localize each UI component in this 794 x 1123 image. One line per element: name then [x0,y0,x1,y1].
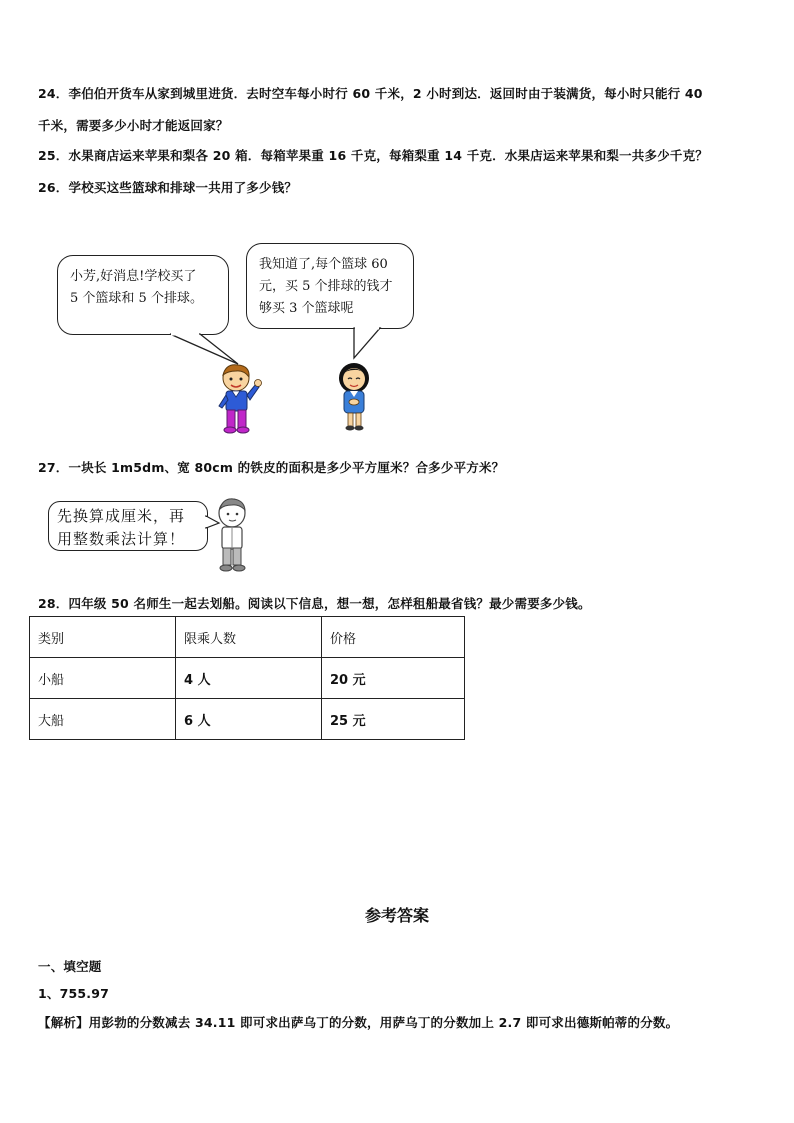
answers-title: 参考答案 [364,906,429,925]
girl-bubble-tail [340,318,390,363]
question-24-line2: 千米，需要多少小时才能返回家？ [38,118,229,133]
table-cell: 4 人 [176,658,322,699]
girl-bubble-line1: 我知道了,每个篮球 60 [259,257,388,272]
table-header-cell: 价格 [322,617,465,658]
hint-line1: 先换算成厘米，再 [57,507,186,525]
table-row [30,699,465,740]
boy-bubble-line1: 小芳,好消息!学校买了 [70,269,197,284]
girl-bubble-line2: 元，买 5 个排球的钱才 [259,279,393,294]
table-cell: 20 元 [322,658,465,699]
boy-bubble-line2: 5 个篮球和 5 个排球。 [70,291,203,306]
table-cell: 小船 [30,658,176,699]
boat-rental-table [29,616,465,740]
girl-bubble-line3: 够买 3 个篮球呢 [259,301,354,316]
table-row [30,658,465,699]
table-header-row [30,617,465,658]
table-cell: 25 元 [322,699,465,740]
table-header-cell: 限乘人数 [176,617,322,658]
girl-illustration [332,360,377,432]
answer-analysis: 【解析】用彭勃的分数减去 34.11 即可求出萨乌丁的分数，用萨乌丁的分数加上 2.7 即可求出德斯帕蒂的分数。 [38,1015,679,1030]
question-25: 25．水果商店运来苹果和梨各 20 箱．每箱苹果重 16 千克，每箱梨重 14 千克．水果店运来苹果和梨一共多少千克？ [38,148,708,163]
question-26: 26．学校买这些篮球和排球一共用了多少钱？ [38,180,298,195]
table-cell: 大船 [30,699,176,740]
table-cell: 6 人 [176,699,322,740]
answer-item-1: 1、755.97 [38,986,110,1001]
question-28: 28．四年级 50 名师生一起去划船。阅读以下信息，想一想，怎样租船最省钱？最少需要多少钱。 [38,596,591,611]
question-27: 27．一块长 1m5dm、宽 80cm 的铁皮的面积是多少平方厘米？合多少平方米？ [38,460,505,475]
hint-speech-bubble [48,501,208,551]
question-24-line1: 24．李伯伯开货车从家到城里进货．去时空车每小时行 60 千米，2 小时到达．返回时由于装满货，每小时只能行 40 [38,86,703,101]
student-illustration [213,497,251,575]
girl-speech-bubble [246,243,414,329]
boy-illustration [214,362,264,434]
hint-line2: 用整数乘法计算！ [57,530,186,548]
table-header-cell: 类别 [30,617,176,658]
answers-section-heading: 一、填空题 [38,959,102,974]
